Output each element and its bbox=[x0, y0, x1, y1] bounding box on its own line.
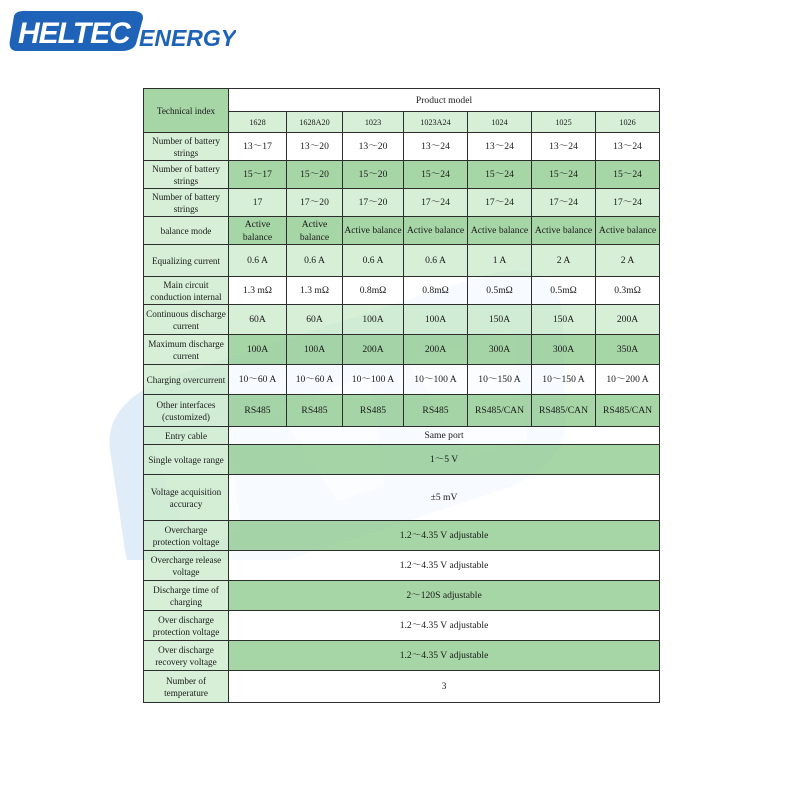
cell-value: 0.5mΩ bbox=[468, 277, 532, 305]
cell-value: Active balance bbox=[343, 217, 404, 245]
cell-value: 15～20 bbox=[343, 161, 404, 189]
cell-value: 350A bbox=[596, 335, 660, 365]
table-row bbox=[144, 641, 660, 671]
model-header: 1628 bbox=[229, 112, 287, 133]
cell-value: 0.6 A bbox=[229, 245, 287, 277]
row-label: Charging overcurrent bbox=[144, 365, 229, 395]
cell-value: 13～24 bbox=[468, 133, 532, 161]
cell-value: 2 A bbox=[532, 245, 596, 277]
corner-header: Technical index bbox=[144, 89, 229, 133]
merged-value: 1.2～4.35 V adjustable bbox=[229, 641, 660, 671]
cell-value: 10～60 A bbox=[229, 365, 287, 395]
cell-value: 10～100 A bbox=[343, 365, 404, 395]
heltec-energy-logo bbox=[6, 8, 236, 54]
cell-value: 0.5mΩ bbox=[532, 277, 596, 305]
cell-value: 60A bbox=[229, 305, 287, 335]
table-row bbox=[144, 581, 660, 611]
cell-value: 0.6 A bbox=[343, 245, 404, 277]
cell-value: 15～17 bbox=[229, 161, 287, 189]
cell-value: 13～24 bbox=[404, 133, 468, 161]
merged-value: 1～5 V bbox=[229, 445, 660, 475]
table-row bbox=[144, 365, 660, 395]
cell-value: 10～150 A bbox=[468, 365, 532, 395]
row-label: balance mode bbox=[144, 217, 229, 245]
cell-value: 17 bbox=[229, 189, 287, 217]
table-row bbox=[144, 475, 660, 521]
cell-value: 200A bbox=[343, 335, 404, 365]
row-label: Voltage acquisition accuracy bbox=[144, 475, 229, 521]
row-label: Equalizing current bbox=[144, 245, 229, 277]
merged-value: 1.2～4.35 V adjustable bbox=[229, 521, 660, 551]
cell-value: 100A bbox=[287, 335, 343, 365]
row-label: Overcharge protection voltage bbox=[144, 521, 229, 551]
cell-value: RS485/CAN bbox=[532, 395, 596, 427]
cell-value: Active balance bbox=[532, 217, 596, 245]
cell-value: 17～24 bbox=[596, 189, 660, 217]
cell-value: RS485/CAN bbox=[468, 395, 532, 427]
row-label: Discharge time of charging bbox=[144, 581, 229, 611]
cell-value: 17～24 bbox=[468, 189, 532, 217]
cell-value: 15～20 bbox=[287, 161, 343, 189]
cell-value: 15～24 bbox=[596, 161, 660, 189]
cell-value: 17～24 bbox=[404, 189, 468, 217]
row-label: Maximum discharge current bbox=[144, 335, 229, 365]
cell-value: 0.6 A bbox=[404, 245, 468, 277]
cell-value: 15～24 bbox=[404, 161, 468, 189]
row-label: Number of battery strings bbox=[144, 189, 229, 217]
cell-value: 1.3 mΩ bbox=[229, 277, 287, 305]
model-header: 1025 bbox=[532, 112, 596, 133]
cell-value: 13～17 bbox=[229, 133, 287, 161]
model-header: 1024 bbox=[468, 112, 532, 133]
merged-value: 2～120S adjustable bbox=[229, 581, 660, 611]
row-label: Over discharge protection voltage bbox=[144, 611, 229, 641]
cell-value: 0.6 A bbox=[287, 245, 343, 277]
cell-value: RS485/CAN bbox=[596, 395, 660, 427]
cell-value: 60A bbox=[287, 305, 343, 335]
table-row bbox=[144, 445, 660, 475]
row-label: Overcharge release voltage bbox=[144, 551, 229, 581]
table-row bbox=[144, 671, 660, 703]
merged-value: ±5 mV bbox=[229, 475, 660, 521]
table-row bbox=[144, 133, 660, 161]
cell-value: 150A bbox=[532, 305, 596, 335]
svg-text:HELTEC: HELTEC bbox=[18, 17, 130, 50]
row-label: Continuous discharge current bbox=[144, 305, 229, 335]
table-row bbox=[144, 335, 660, 365]
table-row bbox=[144, 551, 660, 581]
cell-value: 100A bbox=[229, 335, 287, 365]
table-row bbox=[144, 427, 660, 445]
cell-value: 100A bbox=[404, 305, 468, 335]
cell-value: 0.3mΩ bbox=[596, 277, 660, 305]
row-label: Single voltage range bbox=[144, 445, 229, 475]
cell-value: Active balance bbox=[596, 217, 660, 245]
cell-value: Active balance bbox=[404, 217, 468, 245]
cell-value: 10～200 A bbox=[596, 365, 660, 395]
table-row bbox=[144, 305, 660, 335]
cell-value: 1.3 mΩ bbox=[287, 277, 343, 305]
merged-value: 1.2～4.35 V adjustable bbox=[229, 611, 660, 641]
cell-value: 300A bbox=[468, 335, 532, 365]
cell-value: Active balance bbox=[229, 217, 287, 245]
cell-value: 17～20 bbox=[343, 189, 404, 217]
cell-value: RS485 bbox=[229, 395, 287, 427]
table-row bbox=[144, 217, 660, 245]
cell-value: 17～24 bbox=[532, 189, 596, 217]
model-header: 1026 bbox=[596, 112, 660, 133]
cell-value: 0.8mΩ bbox=[343, 277, 404, 305]
cell-value: 150A bbox=[468, 305, 532, 335]
model-header: 1023A24 bbox=[404, 112, 468, 133]
table-row bbox=[144, 161, 660, 189]
row-label: Other interfaces (customized) bbox=[144, 395, 229, 427]
row-label: Over discharge recovery voltage bbox=[144, 641, 229, 671]
svg-text:ENERGY: ENERGY bbox=[139, 25, 236, 51]
cell-value: RS485 bbox=[287, 395, 343, 427]
merged-value: 1.2～4.35 V adjustable bbox=[229, 551, 660, 581]
row-label: Number of battery strings bbox=[144, 133, 229, 161]
cell-value: 200A bbox=[404, 335, 468, 365]
table-row bbox=[144, 277, 660, 305]
table-row bbox=[144, 245, 660, 277]
cell-value: 100A bbox=[343, 305, 404, 335]
cell-value: 1 A bbox=[468, 245, 532, 277]
cell-value: 10～100 A bbox=[404, 365, 468, 395]
cell-value: Active balance bbox=[287, 217, 343, 245]
model-header: 1628A20 bbox=[287, 112, 343, 133]
specification-table bbox=[143, 88, 660, 703]
model-header: 1023 bbox=[343, 112, 404, 133]
cell-value: 13～24 bbox=[532, 133, 596, 161]
row-label: Entry cable bbox=[144, 427, 229, 445]
cell-value: 0.8mΩ bbox=[404, 277, 468, 305]
cell-value: 10～150 A bbox=[532, 365, 596, 395]
row-label: Number of temperature bbox=[144, 671, 229, 703]
row-label: Number of battery strings bbox=[144, 161, 229, 189]
merged-value: 3 bbox=[229, 671, 660, 703]
product-model-header: Product model bbox=[229, 89, 660, 112]
cell-value: 300A bbox=[532, 335, 596, 365]
cell-value: 200A bbox=[596, 305, 660, 335]
merged-value: Same port bbox=[229, 427, 660, 445]
table-row bbox=[144, 395, 660, 427]
cell-value: RS485 bbox=[343, 395, 404, 427]
cell-value: 15～24 bbox=[532, 161, 596, 189]
cell-value: RS485 bbox=[404, 395, 468, 427]
cell-value: 17～20 bbox=[287, 189, 343, 217]
table-row bbox=[144, 521, 660, 551]
row-label: Main circuit conduction internal bbox=[144, 277, 229, 305]
cell-value: 2 A bbox=[596, 245, 660, 277]
cell-value: 10～60 A bbox=[287, 365, 343, 395]
cell-value: Active balance bbox=[468, 217, 532, 245]
cell-value: 13～20 bbox=[287, 133, 343, 161]
cell-value: 15～24 bbox=[468, 161, 532, 189]
table-row bbox=[144, 611, 660, 641]
cell-value: 13～24 bbox=[596, 133, 660, 161]
cell-value: 13～20 bbox=[343, 133, 404, 161]
table-row bbox=[144, 189, 660, 217]
